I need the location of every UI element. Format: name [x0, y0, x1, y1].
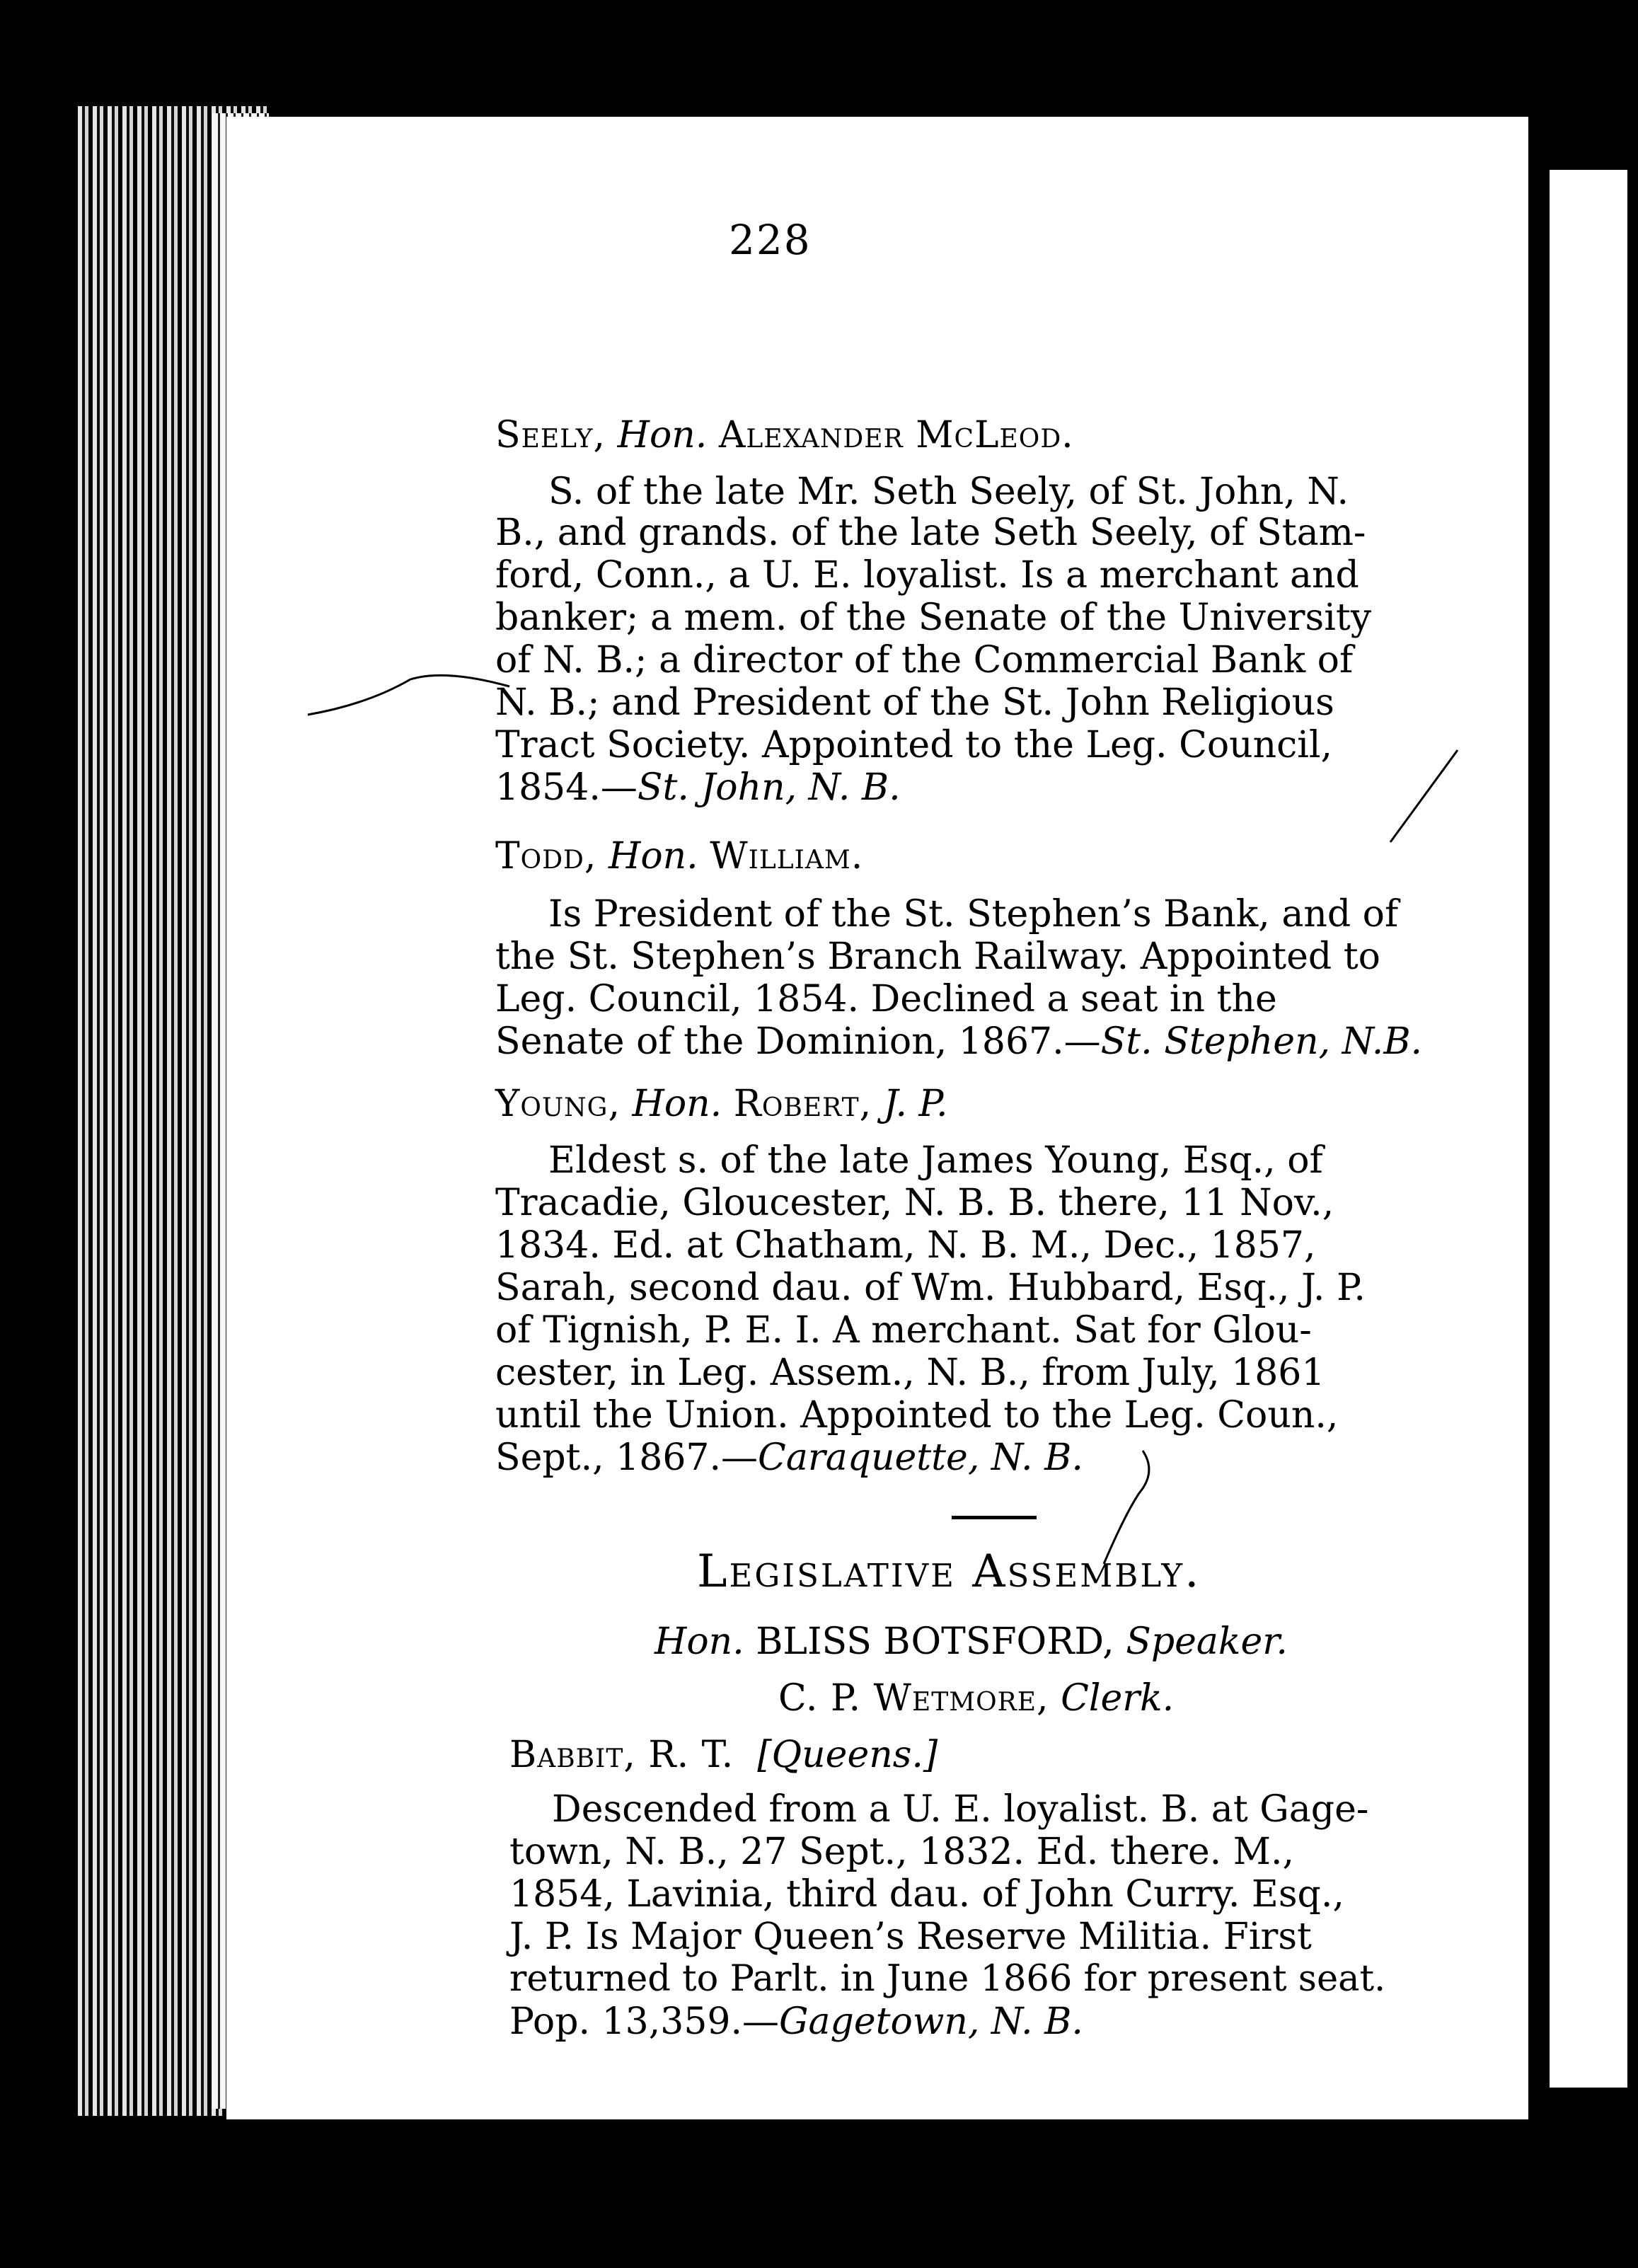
- page-number: 228: [729, 216, 812, 264]
- entry-text-line: Sarah, second dau. of Wm. Hubbard, Esq., J. P.: [495, 1267, 1366, 1309]
- entry-surname: Todd,: [495, 835, 597, 877]
- entry-honorific: Hon.: [632, 1083, 722, 1125]
- entry-text-line: ford, Conn., a U. E. loyalist. Is a merchant and: [495, 554, 1359, 597]
- entry-text-line: returned to Parlt. in June 1866 for present seat.: [509, 1958, 1386, 2000]
- entry-text-line: the St. Stephen’s Branch Railway. Appointed to: [495, 936, 1380, 978]
- entry-heading-babbit: [509, 1734, 938, 1776]
- entry-text-line: cester, in Leg. Assem., N. B., from July, 1861: [495, 1352, 1325, 1394]
- entry-residence: St. Stephen, N.B.: [1100, 1020, 1423, 1063]
- entry-year: Sept., 1867.—: [495, 1437, 759, 1479]
- entry-text-line: Tract Society. Appointed to the Leg. Council,: [495, 724, 1333, 766]
- entry-text-line: S. of the late Mr. Seth Seely, of St. John, N.: [548, 471, 1349, 513]
- speaker-name: BLISS BOTSFORD,: [756, 1621, 1114, 1663]
- entry-residence: Gagetown, N. B.: [779, 2001, 1083, 2043]
- entry-last-line: [495, 1020, 1422, 1063]
- entry-year: 1854.—: [495, 766, 638, 809]
- entry-honorific: Hon.: [617, 414, 708, 456]
- entry-given-name: William.: [710, 835, 864, 877]
- entry-last-line: [495, 1437, 1083, 1479]
- pencil-mark-curve: [1075, 1444, 1160, 1571]
- entry-surname: Seely,: [495, 414, 606, 456]
- clerk-name: C. P. Wetmore,: [778, 1677, 1049, 1720]
- clerk-role: Clerk.: [1061, 1677, 1175, 1720]
- facing-page-strip: [1550, 170, 1627, 2088]
- entry-heading-seely: [495, 414, 1074, 456]
- pencil-mark-bracket: [304, 665, 517, 722]
- speaker-line: [654, 1621, 1288, 1663]
- pencil-mark-slash: [1380, 743, 1465, 849]
- section-divider: [952, 1516, 1037, 1519]
- clerk-line: [778, 1677, 1174, 1720]
- entry-text-line: B., and grands. of the late Seth Seely, of Stam-: [495, 512, 1366, 554]
- entry-text-line: until the Union. Appointed to the Leg. Coun.,: [495, 1394, 1339, 1437]
- entry-population: Pop. 13,359.—: [509, 2001, 780, 2043]
- entry-residence: St. John, N. B.: [637, 766, 901, 809]
- entry-given-name: Alexander McLeod.: [718, 414, 1074, 456]
- entry-text-line: Descended from a U. E. loyalist. B. at Gage-: [552, 1788, 1369, 1831]
- entry-honorific: Hon.: [608, 835, 698, 877]
- entry-text-line: banker; a mem. of the Senate of the University: [495, 597, 1372, 639]
- entry-text-line: town, N. B., 27 Sept., 1832. Ed. there. M.,: [509, 1831, 1295, 1873]
- entry-last-line: [495, 766, 901, 809]
- entry-text-line: 1834. Ed. at Chatham, N. B. M., Dec., 1857,: [495, 1224, 1316, 1267]
- entry-surname: Babbit, R. T.: [509, 1734, 734, 1776]
- entry-text-line: J. P. Is Major Queen’s Reserve Militia. First: [509, 1916, 1312, 1958]
- entry-last-line: [509, 2001, 1083, 2043]
- entry-text-line: 1854, Lavinia, third dau. of John Curry. Esq.,: [509, 1873, 1344, 1916]
- entry-residence: Caraquette, N. B.: [758, 1437, 1083, 1479]
- entry-text-line: N. B.; and President of the St. John Religious: [495, 681, 1334, 724]
- entry-heading-todd: [495, 835, 863, 877]
- entry-text-line: Leg. Council, 1854. Declined a seat in the: [495, 978, 1277, 1020]
- entry-year: Senate of the Dominion, 1867.—: [495, 1020, 1101, 1063]
- speaker-honorific: Hon.: [654, 1621, 744, 1663]
- section-title: Legislative Assembly.: [697, 1545, 1201, 1598]
- entry-constituency: [Queens.]: [757, 1734, 938, 1776]
- entry-text-line: Is President of the St. Stephen’s Bank, and of: [548, 893, 1399, 936]
- entry-given-name: Robert,: [733, 1083, 872, 1125]
- entry-text-line: of Tignish, P. E. I. A merchant. Sat for Glou-: [495, 1309, 1312, 1352]
- speaker-role: Speaker.: [1126, 1621, 1288, 1663]
- entry-text-line: of N. B.; a director of the Commercial Bank of: [495, 639, 1354, 681]
- entry-heading-young: [495, 1083, 948, 1125]
- entry-suffix: J. P.: [883, 1083, 948, 1125]
- entry-surname: Young,: [495, 1083, 621, 1125]
- entry-text-line: Tracadie, Gloucester, N. B. B. there, 11 Nov.,: [495, 1182, 1334, 1224]
- entry-text-line: Eldest s. of the late James Young, Esq., of: [548, 1139, 1323, 1182]
